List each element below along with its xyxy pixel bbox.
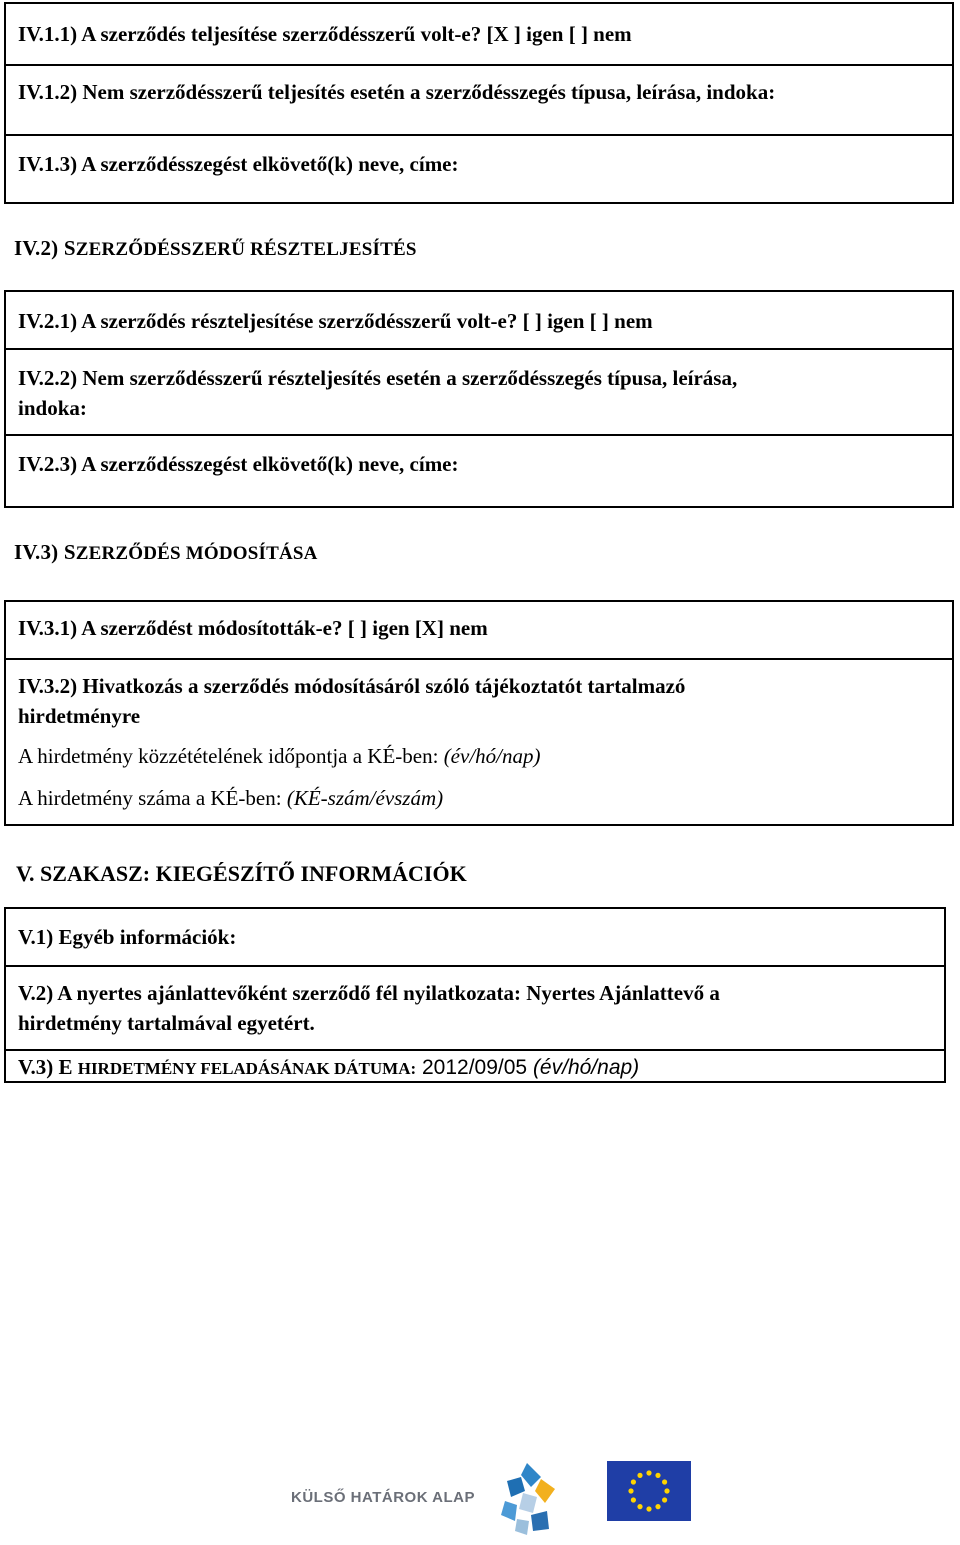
section-iv3-heading: IV.3) SZERZŐDÉS MÓDOSÍTÁSA xyxy=(14,540,318,564)
iv13-text: IV.1.3) A szerződésszegést elkövető(k) neve, címe: xyxy=(18,152,459,176)
divider xyxy=(6,434,952,436)
iv32-text-line1: IV.3.2) Hivatkozás a szerződés módosításáról szóló tájékoztatót tartalmazó xyxy=(18,674,686,698)
v1-text: V.1) Egyéb információk: xyxy=(18,925,237,949)
section-v-box xyxy=(4,907,946,1083)
divider xyxy=(6,348,952,350)
divider xyxy=(6,64,952,66)
iv21-text: IV.2.1) A szerződés részteljesítése szerződésszerű volt-e? [ ] igen [ ] nem xyxy=(18,309,653,333)
divider xyxy=(6,658,952,660)
iv12-text: IV.1.2) Nem szerződésszerű teljesítés esetén a szerződésszegés típusa, leírása, indoka: xyxy=(18,80,776,104)
fund-emblem-icon xyxy=(497,1459,559,1537)
iv22-text-line1: IV.2.2) Nem szerződésszerű részteljesítés esetén a szerződésszegés típusa, leírása, xyxy=(18,366,738,390)
v3-text: V.3) E HIRDETMÉNY FELADÁSÁNAK DÁTUMA: 2012/09/05 (év/hó/nap) xyxy=(18,1055,640,1079)
section-iv1-box xyxy=(4,2,954,204)
divider xyxy=(6,1049,944,1051)
v2-text-line1: V.2) A nyertes ajánlattevőként szerződő fél nyilatkozata: Nyertes Ajánlattevő a xyxy=(18,981,720,1005)
iv11-text: IV.1.1) A szerződés teljesítése szerződésszerű volt-e? [X ] igen [ ] nem xyxy=(18,22,632,46)
publication-date-line: A hirdetmény közzétételének időpontja a KÉ-ben: (év/hó/nap) xyxy=(18,744,541,768)
iv31-text: IV.3.1) A szerződést módosították-e? [ ] igen [X] nem xyxy=(18,616,488,640)
iv32-text-line2: hirdetményre xyxy=(18,704,141,728)
iv23-text: IV.2.3) A szerződésszegést elkövető(k) neve, címe: xyxy=(18,452,459,476)
section-iv3-box xyxy=(4,600,954,826)
publication-number-line: A hirdetmény száma a KÉ-ben: (KÉ-szám/évszám) xyxy=(18,786,444,810)
divider xyxy=(6,134,952,136)
section-v-heading: V. SZAKASZ: KIEGÉSZÍTŐ INFORMÁCIÓK xyxy=(16,861,467,886)
section-iv2-heading: IV.2) SZERZŐDÉSSZERŰ RÉSZTELJESÍTÉS xyxy=(14,236,417,260)
footer-logos xyxy=(285,1455,705,1540)
eu-flag-icon xyxy=(607,1461,691,1521)
divider xyxy=(6,965,944,967)
kulso-hatarok-alap-label: KÜLSŐ HATÁROK ALAP xyxy=(291,1489,475,1506)
v2-text-line2: hirdetmény tartalmával egyetért. xyxy=(18,1011,315,1035)
iv22-text-line2: indoka: xyxy=(18,396,87,420)
section-iv2-box xyxy=(4,290,954,508)
